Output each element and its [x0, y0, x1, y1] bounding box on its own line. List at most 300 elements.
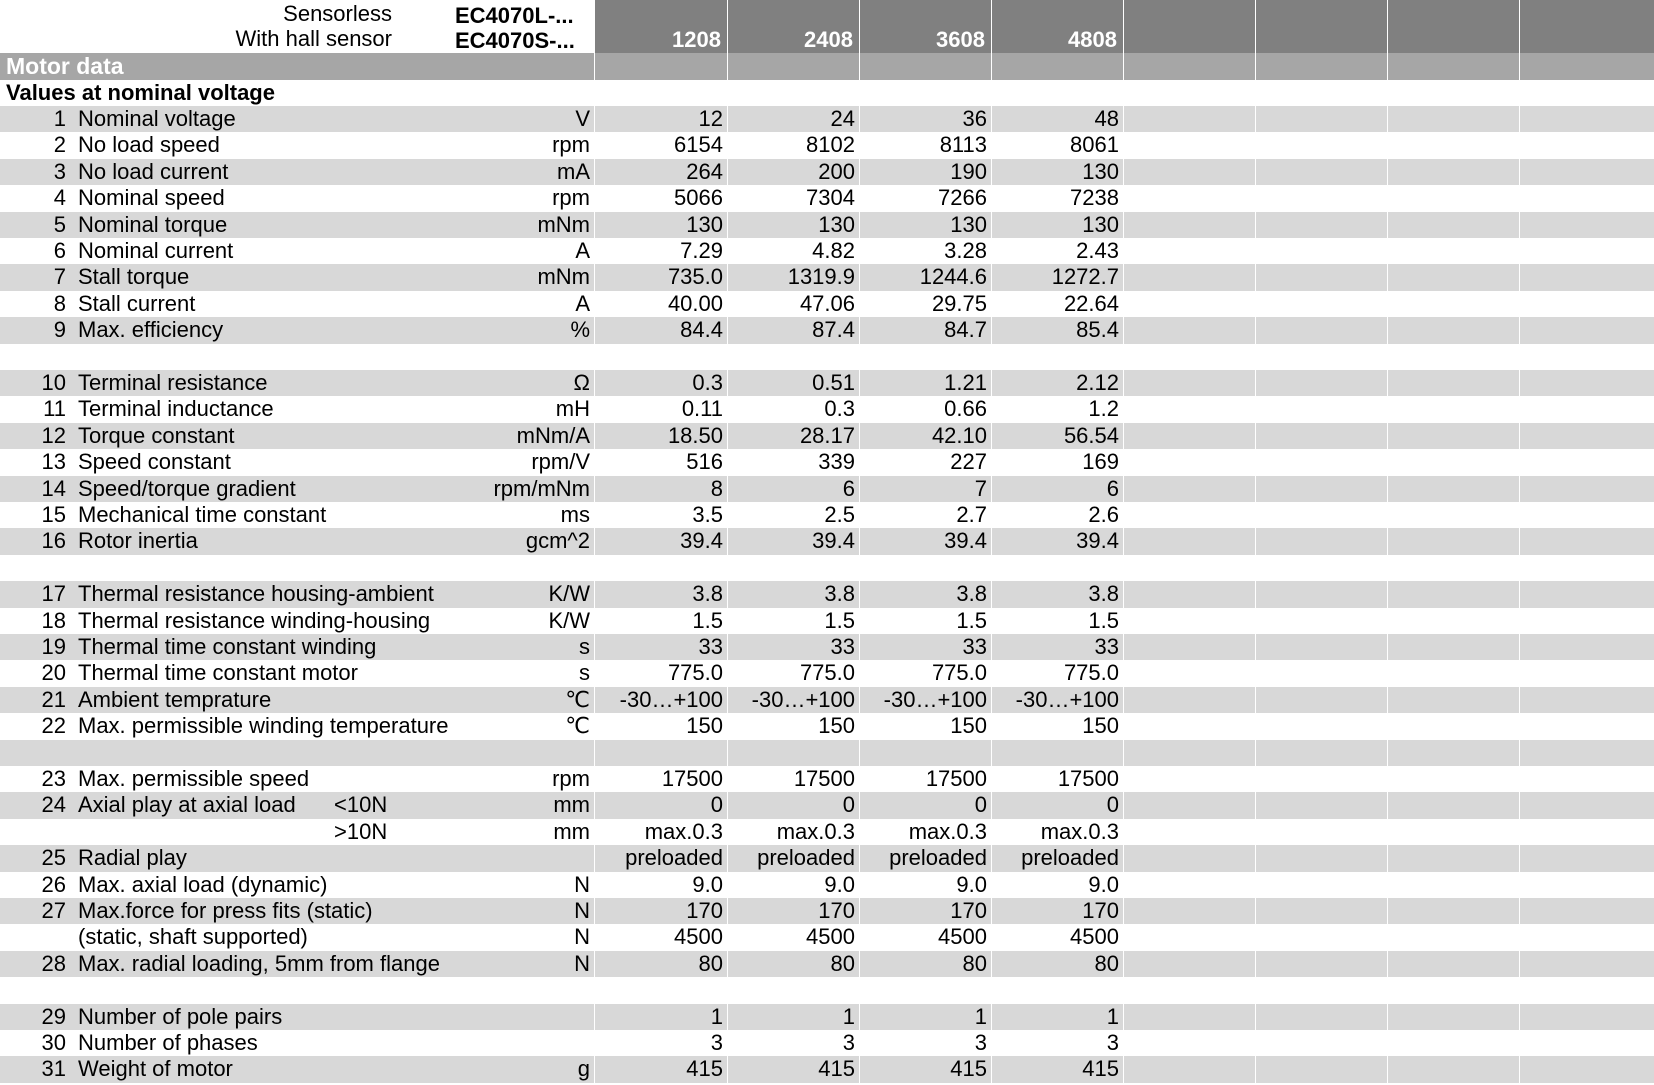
- row-value-1: 0.11: [681, 396, 723, 422]
- row-number: 9: [53, 317, 66, 343]
- row-label: Number of phases: [78, 1030, 258, 1055]
- row-value-1: 150: [686, 713, 723, 739]
- row-value-2: 3.8: [824, 581, 855, 607]
- row-value-1: 130: [686, 211, 723, 237]
- row-value-3: 29.75: [931, 290, 987, 316]
- row-value-3: 1244.6: [919, 264, 987, 290]
- row-value-2: preloaded: [757, 845, 855, 871]
- row-label: Thermal time constant motor: [78, 660, 358, 686]
- row-unit: mNm: [537, 264, 590, 290]
- row-unit: rpm: [552, 766, 590, 791]
- row-value-3: 4500: [938, 924, 987, 950]
- hall-sensor-type: EC4070S-...: [455, 28, 575, 53]
- row-sublabel: >10N: [334, 818, 388, 844]
- row-unit: rpm/V: [531, 449, 590, 475]
- row-value-3: 3: [974, 1030, 987, 1055]
- row-value-2: 1: [842, 1003, 855, 1029]
- row-value-4: 8061: [1070, 132, 1119, 158]
- row-value-1: 415: [686, 1056, 723, 1082]
- row-value-1: [595, 555, 727, 581]
- row-value-3: 36: [962, 106, 987, 131]
- row-value-2: 39.4: [812, 528, 855, 554]
- row-number: 10: [41, 370, 66, 395]
- row-label: Speed constant: [78, 449, 231, 475]
- row-unit: ℃: [565, 686, 590, 712]
- row-number: 4: [53, 185, 66, 211]
- row-label: (static, shaft supported): [78, 924, 308, 950]
- row-unit: K/W: [548, 581, 590, 607]
- row-value-1: 3.8: [692, 581, 723, 607]
- table-row: [0, 132, 1654, 158]
- row-value-4: 48: [1094, 106, 1119, 131]
- row-unit: N: [574, 950, 590, 976]
- row-label: Thermal resistance winding-housing: [78, 607, 431, 633]
- row-value-4: 1.2: [1088, 396, 1119, 422]
- row-unit: N: [574, 871, 590, 897]
- row-value-3: 3.8: [956, 581, 987, 607]
- row-value-3: [859, 555, 991, 581]
- table-row: [0, 660, 1654, 686]
- row-value-4: 56.54: [1063, 422, 1119, 448]
- table-row: [0, 1056, 1654, 1082]
- row-value-4: 150: [1082, 713, 1119, 739]
- table-row: [0, 344, 1654, 370]
- row-unit: ms: [560, 502, 590, 527]
- row-value-2: [727, 344, 859, 370]
- row-value-4: 4500: [1070, 924, 1119, 950]
- row-label: [78, 819, 468, 845]
- row-unit: [470, 977, 592, 1003]
- row-label: Rotor inertia: [78, 528, 198, 554]
- hall-sensor-label: With hall sensor: [235, 26, 392, 51]
- row-label: Max. efficiency: [78, 317, 224, 343]
- table-row: [0, 766, 1654, 792]
- row-value-4: [991, 977, 1123, 1003]
- table-row: [0, 423, 1654, 449]
- row-value-2: 0: [842, 792, 855, 818]
- row-value-3: 1.5: [956, 607, 987, 633]
- row-value-1: 18.50: [667, 422, 723, 448]
- row-value-1: 17500: [661, 766, 723, 791]
- row-value-2: 6: [842, 475, 855, 501]
- table-row: [0, 977, 1654, 1003]
- row-label: [78, 344, 468, 370]
- motor-data-title: Motor data: [6, 53, 124, 79]
- row-number: [0, 819, 66, 845]
- row-value-3: 80: [962, 950, 987, 976]
- row-unit: mA: [557, 158, 590, 184]
- row-number: 27: [41, 898, 66, 923]
- row-label: [78, 740, 468, 766]
- row-value-1: 735.0: [667, 264, 723, 290]
- row-number: 22: [41, 713, 66, 739]
- row-label: Nominal speed: [78, 185, 225, 211]
- row-value-2: 415: [818, 1056, 855, 1082]
- row-value-4: 775.0: [1063, 660, 1119, 686]
- row-value-2: 0.51: [812, 370, 855, 395]
- row-value-1: 0: [710, 792, 723, 818]
- row-value-3: 1: [974, 1003, 987, 1029]
- row-value-3: 170: [950, 898, 987, 923]
- row-value-2: 80: [830, 950, 855, 976]
- row-label: Torque constant: [78, 422, 235, 448]
- row-number: 24: [41, 792, 66, 818]
- row-value-4: 1.5: [1088, 607, 1119, 633]
- row-value-4: 2.12: [1076, 370, 1119, 395]
- row-value-2: 28.17: [799, 422, 855, 448]
- row-value-3: 8113: [939, 132, 987, 158]
- column-separator: [1123, 0, 1124, 1085]
- row-label: Max. axial load (dynamic): [78, 871, 328, 897]
- table-row: [0, 898, 1654, 924]
- column-separator: [1255, 0, 1256, 1085]
- table-row: [0, 924, 1654, 950]
- row-number: 8: [53, 290, 66, 316]
- row-value-3: 42.10: [931, 422, 987, 448]
- row-label: Max. radial loading, 5mm from flange: [78, 950, 440, 976]
- table-row: [0, 370, 1654, 396]
- row-value-4: 0: [1106, 792, 1119, 818]
- table-row: [0, 476, 1654, 502]
- table-row: [0, 1004, 1654, 1030]
- row-value-3: 150: [950, 713, 987, 739]
- row-value-1: 1: [710, 1003, 723, 1029]
- row-unit: [470, 1004, 592, 1030]
- row-value-2: 200: [818, 158, 855, 184]
- row-label: Terminal inductance: [78, 396, 274, 422]
- column-separator: [727, 0, 728, 1085]
- column-separator: [1519, 0, 1520, 1085]
- row-number: 21: [41, 686, 66, 712]
- row-label: Max. permissible speed: [78, 766, 310, 791]
- column-header-4: 4808: [1068, 27, 1117, 52]
- row-unit: s: [579, 660, 590, 686]
- row-unit: [470, 845, 592, 871]
- row-value-2: 47.06: [799, 290, 855, 316]
- row-unit: mNm/A: [516, 422, 590, 448]
- row-label: Stall torque: [78, 264, 190, 290]
- column-separator: [991, 0, 992, 1085]
- table-row: [0, 502, 1654, 528]
- row-value-4: [991, 344, 1123, 370]
- row-value-3: 130: [950, 211, 987, 237]
- table-row: [0, 449, 1654, 475]
- row-unit: V: [575, 106, 590, 131]
- row-unit: K/W: [548, 607, 590, 633]
- row-number: 2: [53, 132, 66, 158]
- row-label: [78, 555, 468, 581]
- row-value-2: 1319.9: [787, 264, 855, 290]
- row-value-2: -30…+100: [751, 686, 855, 712]
- row-value-4: 22.64: [1063, 290, 1119, 316]
- row-value-2: 2.5: [824, 502, 855, 527]
- row-value-2: [727, 977, 859, 1003]
- row-label: Max. permissible winding temperature: [78, 713, 449, 739]
- row-value-4: 2.6: [1088, 502, 1119, 527]
- row-value-1: 12: [698, 106, 723, 131]
- row-value-4: 130: [1082, 211, 1119, 237]
- row-number: 23: [41, 766, 66, 791]
- row-value-4: 33: [1094, 634, 1119, 659]
- row-number: 25: [41, 845, 66, 871]
- row-value-2: 0.3: [824, 396, 855, 422]
- row-unit: g: [577, 1056, 590, 1082]
- row-unit: rpm/mNm: [493, 475, 590, 501]
- row-value-1: [595, 740, 727, 766]
- row-number: 3: [53, 158, 66, 184]
- table-row: [0, 740, 1654, 766]
- row-number: 19: [41, 634, 66, 659]
- row-value-4: preloaded: [1021, 845, 1119, 871]
- table-row: [0, 687, 1654, 713]
- row-number: [0, 740, 66, 766]
- row-label: No load speed: [78, 132, 220, 158]
- row-label: Thermal resistance housing-ambient: [78, 581, 434, 607]
- row-value-1: 0.3: [692, 370, 723, 395]
- row-value-2: 170: [818, 898, 855, 923]
- row-value-4: 85.4: [1076, 317, 1119, 343]
- row-value-3: 775.0: [931, 660, 987, 686]
- row-value-2: 17500: [793, 766, 855, 791]
- row-value-1: 170: [686, 898, 723, 923]
- row-value-1: 7.29: [680, 238, 723, 263]
- row-value-3: 1.21: [944, 370, 987, 395]
- row-value-1: 1.5: [692, 607, 723, 633]
- row-number: 5: [53, 211, 66, 237]
- row-number: 11: [43, 396, 66, 422]
- table-row: [0, 212, 1654, 238]
- row-value-4: 170: [1082, 898, 1119, 923]
- row-value-4: [991, 740, 1123, 766]
- row-value-2: 1.5: [824, 607, 855, 633]
- column-separator: [594, 0, 595, 1085]
- row-value-1: max.0.3: [644, 818, 723, 844]
- row-value-1: 4500: [674, 924, 723, 950]
- sensorless-label: Sensorless: [283, 1, 392, 26]
- row-value-4: 1272.7: [1051, 264, 1119, 290]
- row-number: 20: [41, 660, 66, 686]
- row-value-2: 33: [830, 634, 855, 659]
- row-value-4: 39.4: [1076, 528, 1119, 554]
- column-header-2: 2408: [804, 27, 853, 52]
- row-value-2: 4.82: [812, 238, 855, 263]
- row-value-3: 33: [962, 634, 987, 659]
- row-number: 29: [41, 1003, 66, 1029]
- row-number: [0, 344, 66, 370]
- row-value-2: [727, 555, 859, 581]
- row-label: Mechanical time constant: [78, 502, 327, 527]
- table-row: [0, 264, 1654, 290]
- row-value-1: 5066: [674, 185, 723, 211]
- row-value-2: 4500: [806, 924, 855, 950]
- row-number: [0, 555, 66, 581]
- row-value-3: 0.66: [944, 396, 987, 422]
- row-value-4: 1: [1106, 1003, 1119, 1029]
- row-value-1: 40.00: [667, 290, 723, 316]
- row-number: 30: [41, 1030, 66, 1055]
- row-value-1: 8: [710, 475, 723, 501]
- row-value-3: [859, 740, 991, 766]
- row-value-3: [859, 977, 991, 1003]
- row-value-4: 9.0: [1088, 871, 1119, 897]
- row-unit: [470, 555, 592, 581]
- row-value-2: 24: [830, 106, 855, 131]
- column-header-3: 3608: [936, 27, 985, 52]
- row-unit: ℃: [565, 713, 590, 739]
- table-row: [0, 634, 1654, 660]
- row-value-2: 9.0: [824, 871, 855, 897]
- row-value-4: 415: [1082, 1056, 1119, 1082]
- table-row: [0, 106, 1654, 132]
- row-number: 7: [53, 264, 66, 290]
- row-unit: s: [579, 634, 590, 659]
- row-value-3: 7266: [938, 185, 987, 211]
- row-unit: [470, 740, 592, 766]
- row-number: 31: [41, 1056, 66, 1082]
- table-row: [0, 951, 1654, 977]
- row-value-1: 6154: [674, 132, 723, 158]
- row-value-1: [595, 344, 727, 370]
- row-unit: Ω: [573, 370, 590, 395]
- row-label: Nominal voltage: [78, 106, 236, 131]
- row-value-3: 7: [974, 475, 987, 501]
- row-unit: [470, 1030, 592, 1056]
- row-label: Radial play: [78, 845, 187, 871]
- table-row: [0, 396, 1654, 422]
- row-value-1: -30…+100: [619, 686, 723, 712]
- row-value-1: 516: [686, 449, 723, 475]
- row-value-1: 775.0: [667, 660, 723, 686]
- table-row: [0, 713, 1654, 739]
- row-label: Nominal current: [78, 238, 234, 263]
- row-value-4: 17500: [1057, 766, 1119, 791]
- row-label: [78, 977, 468, 1003]
- row-number: 6: [53, 238, 66, 263]
- row-value-4: 80: [1094, 950, 1119, 976]
- row-value-1: 3.5: [692, 502, 723, 527]
- row-label: Axial play at axial load: [78, 792, 296, 818]
- row-label: Number of pole pairs: [78, 1003, 283, 1029]
- row-value-4: 7238: [1070, 185, 1119, 211]
- row-unit: rpm: [552, 132, 590, 158]
- row-unit: gcm^2: [525, 528, 590, 554]
- row-unit: %: [570, 317, 590, 343]
- row-value-2: [727, 740, 859, 766]
- row-label: Stall current: [78, 290, 196, 316]
- row-value-3: 17500: [925, 766, 987, 791]
- row-value-3: 84.7: [944, 317, 987, 343]
- row-unit: rpm: [552, 185, 590, 211]
- row-label: No load current: [78, 158, 229, 184]
- table-row: [0, 159, 1654, 185]
- table-row: [0, 845, 1654, 871]
- row-value-2: 3: [842, 1030, 855, 1055]
- row-number: [0, 924, 66, 950]
- row-unit: N: [574, 898, 590, 923]
- table-row: [0, 608, 1654, 634]
- row-unit: A: [575, 290, 590, 316]
- row-unit: mm: [553, 818, 590, 844]
- column-separator: [859, 0, 860, 1085]
- row-value-1: [595, 977, 727, 1003]
- row-value-1: 39.4: [680, 528, 723, 554]
- row-value-2: 130: [818, 211, 855, 237]
- row-unit: mm: [553, 792, 590, 818]
- row-number: 13: [41, 449, 66, 475]
- row-unit: A: [575, 238, 590, 263]
- table-row: [0, 819, 1654, 845]
- row-value-4: 130: [1082, 158, 1119, 184]
- table-row: [0, 317, 1654, 343]
- nominal-voltage-section-title: Values at nominal voltage: [6, 80, 275, 105]
- row-label: Nominal torque: [78, 211, 228, 237]
- row-number: 26: [41, 871, 66, 897]
- row-label: Weight of motor: [78, 1056, 233, 1082]
- row-value-3: [859, 344, 991, 370]
- row-number: 1: [53, 106, 66, 131]
- row-value-4: 169: [1082, 449, 1119, 475]
- row-label: Speed/torque gradient: [78, 475, 296, 501]
- row-value-4: 6: [1106, 475, 1119, 501]
- row-value-1: 9.0: [692, 871, 723, 897]
- row-number: 12: [41, 422, 66, 448]
- row-value-1: 80: [698, 950, 723, 976]
- table-row: [0, 238, 1654, 264]
- row-value-4: -30…+100: [1015, 686, 1119, 712]
- row-number: 17: [41, 581, 66, 607]
- row-value-4: 3.8: [1088, 581, 1119, 607]
- row-number: 18: [41, 607, 66, 633]
- row-value-3: 9.0: [956, 871, 987, 897]
- row-value-3: preloaded: [889, 845, 987, 871]
- row-number: 16: [41, 528, 66, 554]
- table-row: [0, 555, 1654, 581]
- header-background-lower: [594, 53, 1654, 80]
- table-row: [0, 291, 1654, 317]
- row-value-2: 339: [818, 449, 855, 475]
- row-value-1: 33: [698, 634, 723, 659]
- row-number: [0, 977, 66, 1003]
- row-value-4: 3: [1106, 1030, 1119, 1055]
- row-label: Max.force for press fits (static): [78, 898, 373, 923]
- row-value-1: 264: [686, 158, 723, 184]
- row-unit: mNm: [537, 211, 590, 237]
- table-row: [0, 528, 1654, 554]
- row-value-2: 775.0: [799, 660, 855, 686]
- row-label: Terminal resistance: [78, 370, 268, 395]
- row-value-3: 2.7: [956, 502, 987, 527]
- row-unit: N: [574, 924, 590, 950]
- table-row: [0, 185, 1654, 211]
- row-value-3: 190: [950, 158, 987, 184]
- table-row: [0, 1030, 1654, 1056]
- table-row: [0, 581, 1654, 607]
- row-value-3: 415: [950, 1056, 987, 1082]
- sensorless-type: EC4070L-...: [455, 3, 574, 28]
- row-unit: [470, 344, 592, 370]
- row-label: Thermal time constant winding: [78, 634, 377, 659]
- row-sublabel: <10N: [334, 792, 388, 818]
- row-value-2: 7304: [806, 185, 855, 211]
- row-value-4: 2.43: [1076, 238, 1119, 263]
- row-value-4: max.0.3: [1040, 818, 1119, 844]
- row-value-2: max.0.3: [776, 818, 855, 844]
- row-number: 14: [41, 475, 66, 501]
- row-value-1: 3: [710, 1030, 723, 1055]
- column-header-1: 1208: [672, 27, 721, 52]
- row-value-3: max.0.3: [908, 818, 987, 844]
- row-value-3: -30…+100: [883, 686, 987, 712]
